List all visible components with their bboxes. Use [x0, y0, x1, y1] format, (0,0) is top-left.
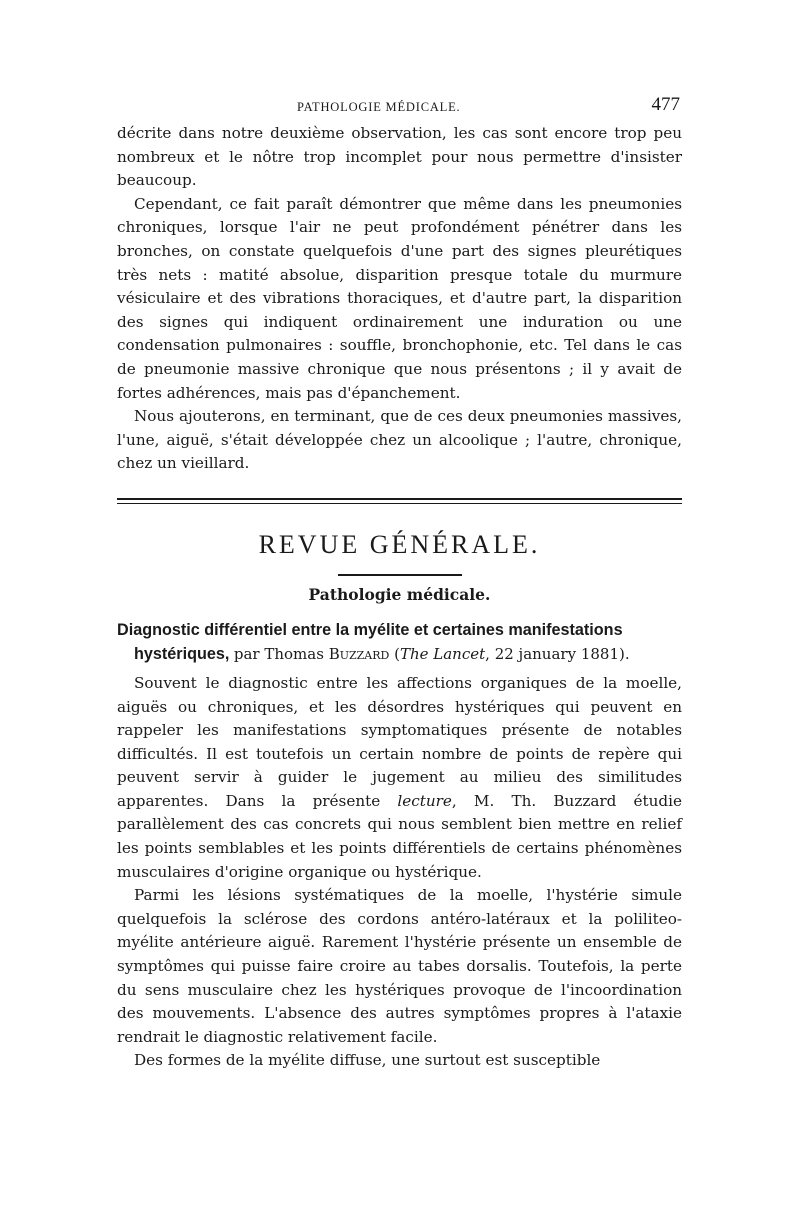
running-head [117, 92, 682, 122]
source-details: , 22 january 1881). [485, 644, 630, 663]
running-title: PATHOLOGIE MÉDICALE. [297, 100, 461, 114]
source-open: ( [394, 644, 400, 663]
article-byline [234, 645, 630, 663]
article-title-line-2: hystériques, [134, 644, 230, 663]
page [117, 92, 682, 1073]
title-underline [338, 574, 462, 576]
journal-name: The Lancet [399, 644, 486, 663]
article-paragraph-1 [117, 672, 682, 884]
section-divider [117, 498, 682, 504]
intro-paragraph-3: Nous ajouterons, en terminant, que de ces deux pneumonies massives, l'une, aiguë, s'était développée chez un alcoolique ; l'autre, chronique, chez un vieillard. [117, 407, 682, 473]
subsection-title: Pathologie médicale. [308, 584, 491, 604]
section-title: REVUE GÉNÉRALE. [258, 529, 541, 559]
emphasis-lecture: lecture [397, 791, 452, 810]
article-paragraph-1-b: , M. Th. Buzzard étudie parallèlement des cas concrets qui nous semblent bien mettre en relief les points semblables et les points différentiels de certains phénomènes musculaires d'origine organique ou hystérique. [117, 791, 682, 881]
byline-prefix: par Thomas [233, 644, 324, 663]
intro-paragraph-1: décrite dans notre deuxième observation, les cas sont encore trop peu nombreux et le nôtre trop incomplet pour nous permettre d'insister beaucoup. [117, 124, 682, 190]
article-title-line-1: Diagnostic différentiel entre la myélite et certaines manifestations [117, 620, 623, 639]
page-number: 477 [651, 94, 680, 115]
intro-paragraph-2: Cependant, ce fait paraît démontrer que même dans les pneumonies chroniques, lorsque l'air ne peut profondément pénétrer dans les bronches, on constate quelquefois d'une part des signes pleurétiques très nets : matité absolue, disparition presque totale du murmure vésiculaire et des vibrations thoraciques, et d'autre part, la disparition des signes qui indiquent ordinairement une induration ou une condensation pulmonaires : souffle, bronchophonie, etc. Tel dans le cas de pneumonie massive chronique que nous présentons ; il y avait de fortes adhérences, mais pas d'épanchement. [117, 194, 682, 402]
article-title [117, 618, 682, 666]
article-author: Buzzard [328, 644, 390, 663]
article-paragraph-2: Parmi les lésions systématiques de la moelle, l'hystérie simule quelquefois la sclérose des cordons antéro-latéraux et la poliliteo-myélite antérieure aiguë. Rarement l'hystérie présente un ensemble de symptômes qui puisse faire croire au tabes dorsalis. Toutefois, la perte du sens musculaire chez les hystériques provoque de l'incoordination des mouvements. L'absence des autres symptômes propres à l'ataxie rendrait le diagnostic relativement facile. [117, 886, 682, 1046]
article-paragraph-1-a: Souvent le diagnostic entre les affections organiques de la moelle, aiguës ou chroniques, et les désordres hystériques qui peuvent en rappeler les manifestations symptomatiques présente de notables difficultés. Il est toutefois un certain nombre de points de repère qui peuvent servir à guider le jugement au milieu des similitudes apparentes. Dans la présente [117, 673, 682, 810]
article-paragraph-3: Des formes de la myélite diffuse, une surtout est susceptible [134, 1051, 601, 1070]
